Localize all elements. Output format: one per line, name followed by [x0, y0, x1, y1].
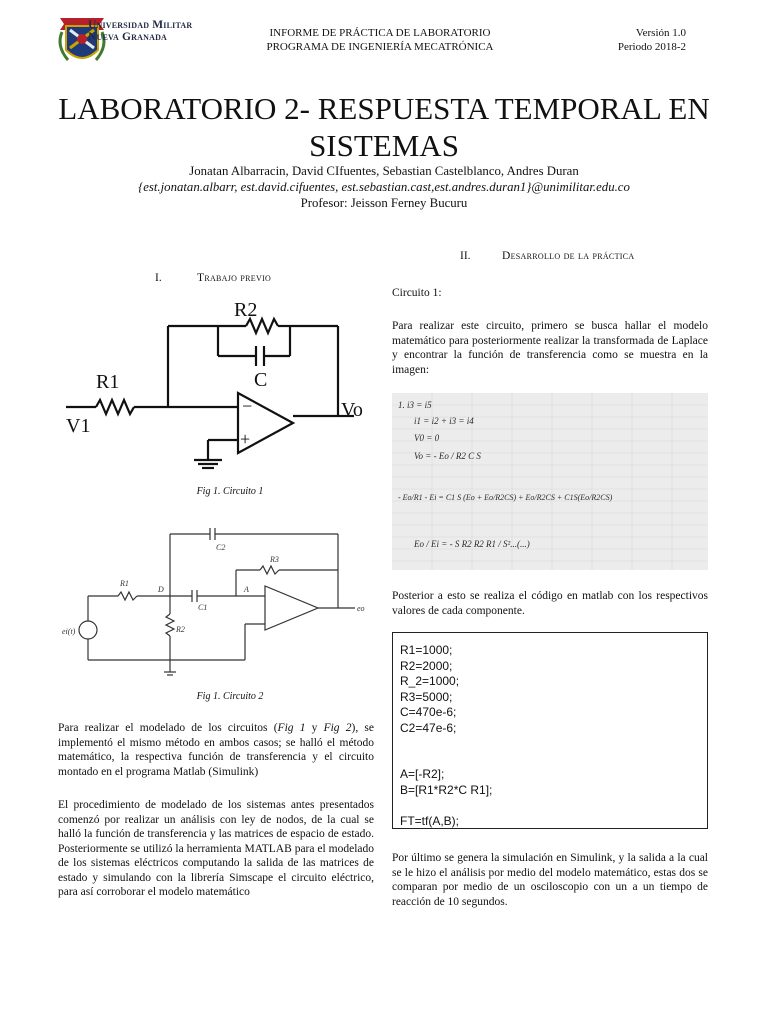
handwritten-line-6: Eo / Ei = - S R2 R2 R1 / S²...(...): [414, 539, 530, 549]
right-paragraph-2: Posterior a esto se realiza el código en matlab con los respectivos valores de cada componente.: [392, 590, 708, 617]
right-paragraph-3: Por último se genera la simulación en Simulink, y la salida a la cual se le hizo el análisis por medio del modelo matemático, estas dos se comparan por medio de un osciloscopio con un a un tiempo de reacción de 10 segundos.: [392, 852, 708, 908]
logo-line-1: Universidad Militar: [88, 19, 193, 31]
code-line: [400, 752, 700, 768]
handwritten-line-2: i1 = i2 + i3 = i4: [414, 416, 474, 426]
author-emails: {est.jonatan.albarr, est.david.cifuentes, est.sebastian.cast,est.andres.duran1}@unimilitar.edu.co: [138, 180, 630, 194]
section-2-heading: [460, 250, 634, 262]
code-line: FT=tf(A,B);: [400, 813, 460, 828]
period-label: Periodo 2018-2: [617, 41, 686, 53]
fig1-label-r2: R2: [234, 299, 258, 321]
header-right: [618, 26, 686, 54]
header-center: [230, 26, 530, 54]
handwritten-notes-image: [392, 393, 708, 570]
left-para1-part-a: Para realizar el modelado de los circuitos (: [58, 722, 278, 734]
code-line: C2=47e-6;: [400, 720, 457, 735]
fig1-caption: Fig 1. Circuito 1: [196, 486, 264, 497]
authors: Jonatan Albarracin, David CIfuentes, Sebastian Castelblanco, Andres Duran: [189, 164, 579, 178]
circuit-1-diagram: [58, 288, 378, 478]
fig2-caption: Fig 1. Circuito 2: [196, 691, 264, 702]
professor: Profesor: Jeisson Ferney Bucuru: [300, 196, 468, 210]
section-2-title: Desarrollo de la práctica: [502, 250, 635, 262]
section-1-title: Trabajo previo: [197, 272, 272, 284]
code-line: B=[R1*R2*C R1];: [400, 782, 493, 797]
section-1-number: I.: [155, 272, 162, 284]
section-1-heading: [155, 272, 271, 284]
fig2-label-a: A: [244, 585, 249, 594]
section-2-number: II.: [460, 250, 471, 262]
fig2-label-d: D: [158, 585, 164, 594]
left-para1-part-b: y: [305, 722, 324, 734]
circuit-2-diagram: [60, 512, 370, 682]
fig1-label-vo: Vo: [341, 399, 363, 421]
version-label: Versión 1.0: [635, 27, 686, 39]
handwritten-line-3: V0 = 0: [414, 433, 440, 443]
fig2-label-ei: ei(t): [62, 627, 76, 636]
code-line: [400, 736, 700, 752]
program-name: PROGRAMA DE INGENIERÍA MECATRÓNICA: [266, 41, 494, 53]
fig2-label-c1: C1: [198, 603, 208, 612]
fig2-label-eo: eo: [357, 604, 365, 613]
right-paragraph-1: Para realizar este circuito, primero se busca hallar el modelo matemático para posteriormente realizar la transformada de Laplace y encontrar la función de transferencia como se muestra en la imagen:: [392, 320, 708, 376]
code-line: R_2=1000;: [400, 674, 460, 688]
left-paragraph-1: [58, 721, 374, 779]
logo-line-2: Nueva Granada: [88, 31, 168, 43]
left-para1-part-c: ), se implementó el mismo método en ambos casos; se halló el método matemático, la respectiva función de transferencia y el circuito montado en el programa Matlab (Simulink): [58, 722, 374, 778]
handwritten-line-4: Vo = - Eo / R2 C S: [414, 451, 481, 461]
left-para1-fig2-ref: Fig 2: [323, 722, 352, 734]
fig2-label-c2: C2: [216, 543, 226, 552]
report-type: INFORME DE PRÁCTICA DE LABORATORIO: [269, 27, 491, 39]
circuito-1-label: Circuito 1:: [392, 287, 442, 299]
handwritten-line-5: - Eo/R1 - Ei = C1 S (Eo + Eo/R2CS) + Eo/R2CS + C1S(Eo/R2CS): [398, 493, 613, 502]
code-line: R3=5000;: [400, 689, 453, 704]
matlab-code-block: [392, 632, 708, 829]
fig2-label-r1: R1: [120, 579, 129, 588]
svg-text:−: −: [242, 396, 253, 416]
code-line: C=470e-6;: [400, 705, 457, 719]
left-para1-fig1-ref: Fig 1: [277, 722, 306, 734]
fig1-label-r1: R1: [96, 371, 120, 393]
code-line: [400, 798, 700, 814]
code-line: R2=2000;: [400, 658, 453, 673]
fig1-label-v1: V1: [66, 415, 91, 437]
page-title: [40, 90, 728, 164]
code-line: R1=1000;: [400, 643, 453, 657]
handwritten-line-1: 1. i3 = i5: [398, 400, 432, 410]
title-line-2: SISTEMAS: [309, 128, 459, 163]
fig2-label-r2: R2: [176, 625, 185, 634]
code-line: A=[-R2];: [400, 767, 445, 781]
author-block: [40, 163, 728, 211]
left-paragraph-2: El procedimiento de modelado de los sistemas antes presentados comenzó por realizar un análisis con ley de nodos, de la cual se halló la función de transferencia y las matrices de espacio de estado. Posteriormente se utilizó la herramienta MATLAB para el modelado de los sistemas eléctricos computando la salida de las matrices de estado y simulando con la librería Simscape el circuito eléctrico, para así corroborar el modelo matemático: [58, 799, 374, 898]
logo-wordmark: [88, 19, 192, 43]
fig2-label-r3: R3: [270, 555, 279, 564]
svg-text:+: +: [240, 429, 251, 449]
fig1-label-c: C: [254, 369, 268, 391]
title-line-1: LABORATORIO 2- RESPUESTA TEMPORAL EN: [58, 91, 710, 126]
